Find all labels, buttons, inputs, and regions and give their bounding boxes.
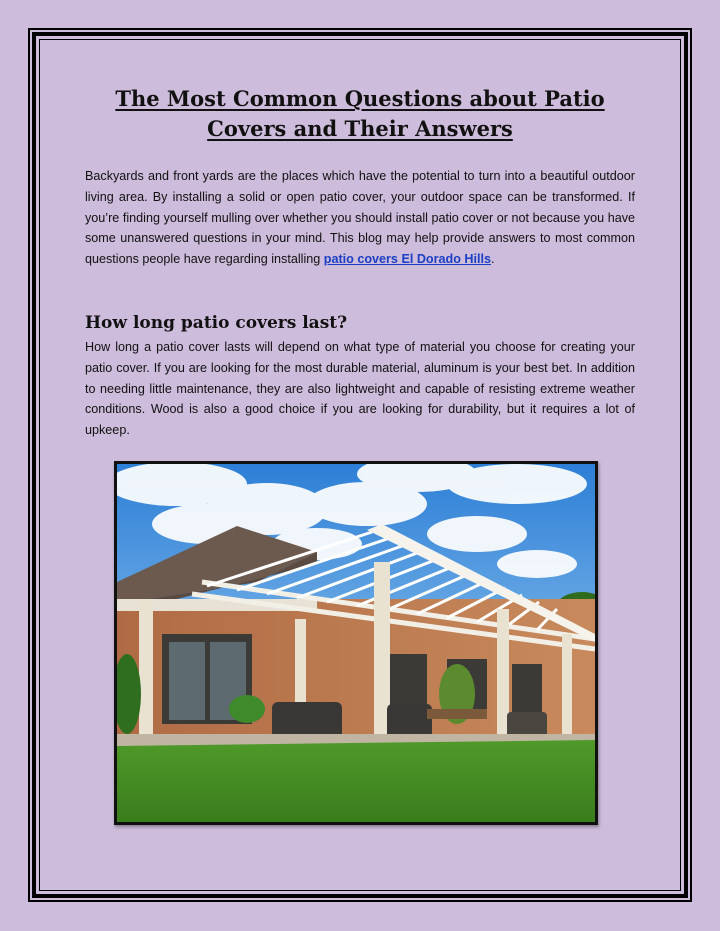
section-heading-patio-lifespan: How long patio covers last? xyxy=(85,313,348,333)
section-body-patio-lifespan: How long a patio cover lasts will depend on what type of material you choose for creating your patio cover. If you are looking for the most durable material, aluminum is your best bet. In addition to needing little maintenance, they are also lightweight and capable of resisting extreme weather conditions. Wood is also a good choice if you are looking for durability, but it requires a lot of upkeep. xyxy=(85,340,635,438)
intro-text: Backyards and front yards are the places which have the potential to turn into a beautiful outdoor living area. By installing a solid or open patio cover, your outdoor space can be transformed. If you’re finding yourself mulling over whether you should install patio cover or not because you have some unanswered questions in your mind. This blog may help provide answers to most common questions people have regarding installing xyxy=(85,169,635,267)
intro-paragraph xyxy=(85,166,635,270)
patio-covers-link[interactable]: patio covers El Dorado Hills xyxy=(323,252,492,267)
intro-end: . xyxy=(491,252,495,267)
patio-cover-photo xyxy=(114,461,598,825)
document-title: The Most Common Questions about Patio Covers and Their Answers xyxy=(115,86,605,141)
